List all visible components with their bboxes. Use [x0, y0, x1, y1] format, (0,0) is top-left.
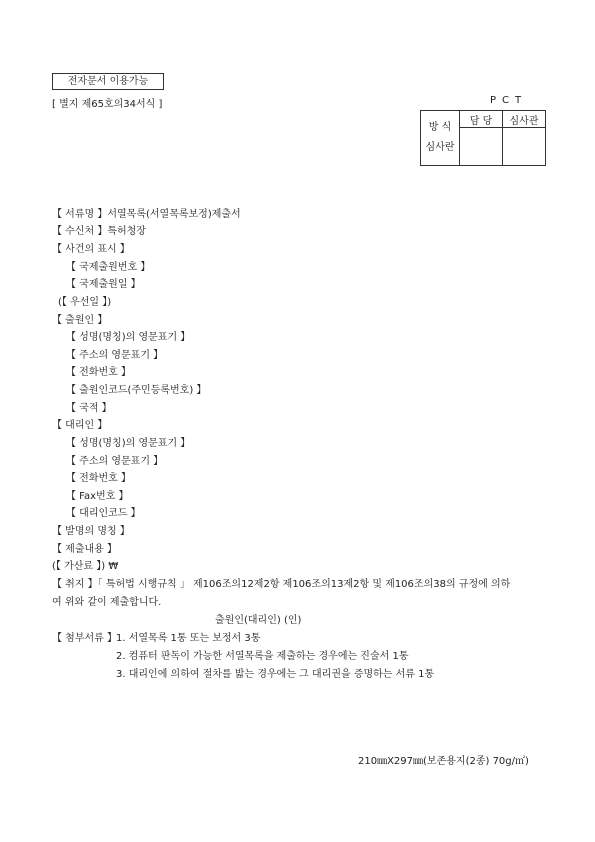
- field-invention-title: 【 발명의 명칭 】: [52, 526, 130, 537]
- field-applicant-phone: 【 전화번호 】: [66, 367, 131, 378]
- electronic-document-badge: 전자문서 이용가능: [52, 73, 164, 90]
- approval-box-label: [421, 111, 460, 166]
- field-agent-phone: 【 전화번호 】: [66, 473, 131, 484]
- purpose-line-1: 【 취지 】「 특허법 시행규칙 」 제106조의12제2항 제106조의13제2항 및 제106조의38의 규정에 의하: [52, 579, 511, 590]
- field-agent-fax: 【 Fax번호 】: [66, 491, 129, 502]
- field-applicant-nationality: 【 국적 】: [66, 403, 112, 414]
- attachments-label: 【 첨부서류 】: [52, 633, 117, 644]
- approval-cell-person[interactable]: [460, 128, 503, 166]
- field-document-name: 【 서류명 】서열목록(서열목록보정)제출서: [52, 209, 241, 220]
- attachment-item: 2. 컴퓨터 판독이 가능한 서열목록을 제출하는 경우에는 진술서 1통: [116, 651, 409, 662]
- field-agent-address-en: 【 주소의 영문표기 】: [66, 456, 164, 467]
- approval-box: [420, 110, 546, 166]
- field-applicant-name-en: 【 성명(명칭)의 영문표기 】: [66, 332, 191, 343]
- field-submission-content: 【 제출내용 】: [52, 544, 117, 555]
- field-case-indication: 【 사건의 표시 】: [52, 244, 130, 255]
- approval-cell-examiner[interactable]: [503, 128, 546, 166]
- pct-label: PCT: [490, 95, 528, 106]
- field-applicant: 【 출원인 】: [52, 315, 108, 326]
- approval-col-examiner: 심사관: [503, 111, 546, 128]
- field-intl-application-date: 【 국제출원일 】: [66, 279, 141, 290]
- field-priority-date: (【 우선일 】): [58, 297, 112, 308]
- approval-box-label-line2: 심사란: [425, 142, 455, 153]
- attachment-item: 3. 대리인에 의하여 절차를 밟는 경우에는 그 대리권을 증명하는 서류 1통: [116, 669, 435, 680]
- attachment-item: 1. 서열목록 1통 또는 보정서 3통: [116, 633, 261, 644]
- field-recipient: 【 수신처 】특허청장: [52, 226, 146, 237]
- field-additional-fee: (【 가산료 】) ₩: [52, 561, 119, 572]
- field-applicant-address-en: 【 주소의 영문표기 】: [66, 350, 164, 361]
- field-applicant-code: 【 출원인코드(주민등록번호) 】: [66, 385, 207, 396]
- field-agent-code: 【 대리인코드 】: [66, 508, 141, 519]
- form-reference: [ 별지 제65호의34서식 ]: [52, 99, 163, 110]
- field-agent-name-en: 【 성명(명칭)의 영문표기 】: [66, 438, 191, 449]
- paper-spec-footer: 210㎜X297㎜(보존용지(2종) 70g/㎡): [358, 756, 529, 767]
- purpose-line-2: 여 위와 같이 제출합니다.: [52, 597, 162, 608]
- approval-col-person: 담 당: [460, 111, 503, 128]
- approval-box-label-line1: 방 식: [428, 122, 452, 133]
- signature-line: 출원인(대리인) (인): [215, 615, 302, 626]
- field-agent: 【 대리인 】: [52, 420, 108, 431]
- field-intl-application-number: 【 국제출원번호 】: [66, 262, 151, 273]
